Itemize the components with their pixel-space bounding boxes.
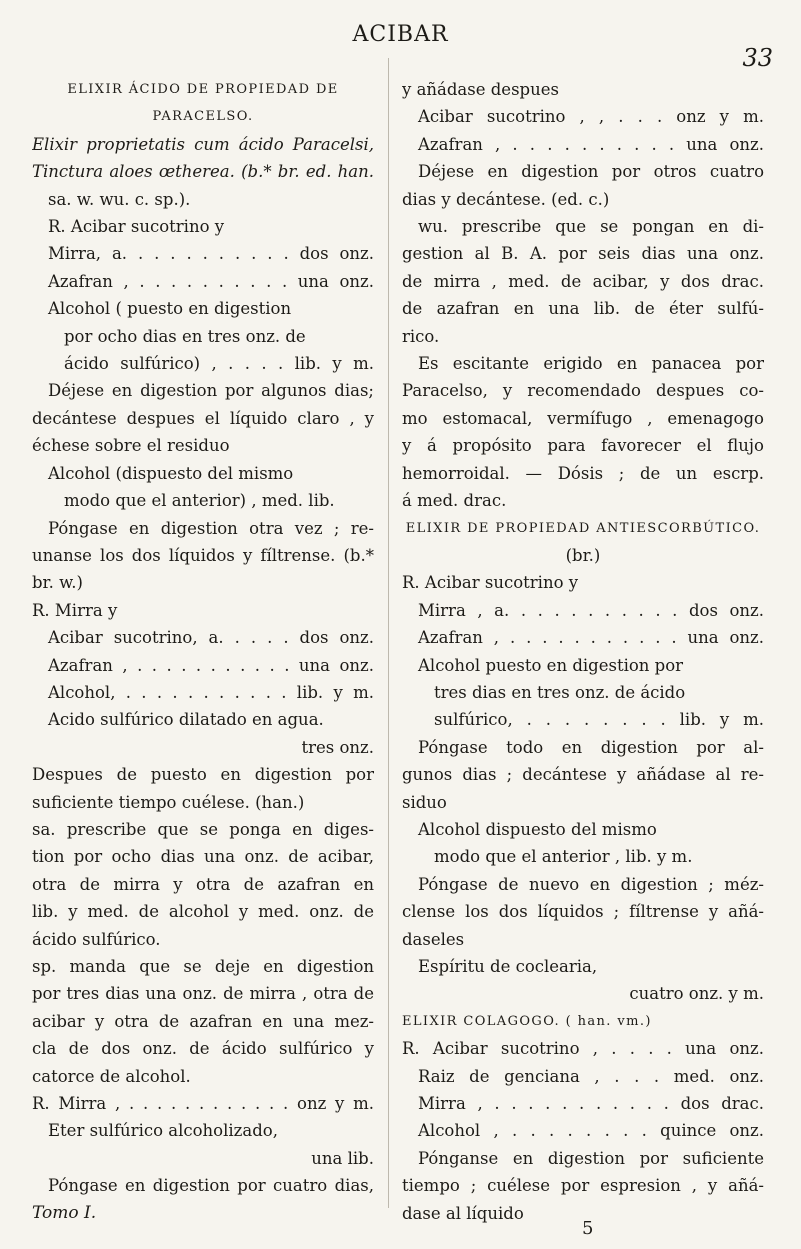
left-column-line: cla de dos onz. de ácido sulfúrico y bbox=[32, 1039, 374, 1059]
left-column-line: ácido sulfúrico) , . . . . lib. y m. bbox=[64, 354, 374, 374]
right-column-line: wu. prescribe que se pongan en di- bbox=[418, 217, 764, 237]
left-column-line: tres onz. bbox=[301, 737, 374, 757]
left-column-line: unanse los dos líquidos y fíltrense. (b.* bbox=[32, 545, 374, 565]
left-column-line: modo que el anterior) , med. lib. bbox=[64, 491, 335, 511]
right-column-line: gunos dias ; decántese y añádase al re- bbox=[402, 765, 764, 785]
left-column-line: échese sobre el residuo bbox=[32, 436, 230, 456]
left-column-line: Tomo I. bbox=[32, 1202, 97, 1223]
right-column-line: Póngase de nuevo en digestion ; méz- bbox=[418, 874, 764, 894]
right-column bbox=[402, 76, 764, 1227]
left-column-line: Tinctura aloes œtherea. (b.* br. ed. han. bbox=[32, 162, 374, 182]
right-column-line: y á propósito para favorecer el flujo bbox=[402, 436, 764, 456]
right-column-line: Azafran , . . . . . . . . . . una onz. bbox=[418, 134, 764, 154]
right-column-line: ELIXIR COLAGOGO. ( han. vm.) bbox=[402, 1013, 652, 1029]
right-column-line: tiempo ; cuélese por espresion , y añá- bbox=[402, 1176, 764, 1196]
left-column-line: Acibar sucotrino, a. . . . . dos onz. bbox=[48, 628, 374, 648]
left-column-line: decántese despues el líquido claro , y bbox=[32, 408, 374, 428]
left-column-line: sa. w. wu. c. sp.). bbox=[48, 189, 191, 209]
right-column-line: sulfúrico, . . . . . . . . lib. y m. bbox=[434, 710, 764, 730]
column-divider bbox=[388, 58, 389, 1208]
right-column-line: Pónganse en digestion por suficiente bbox=[418, 1148, 764, 1168]
right-column-line: Azafran , . . . . . . . . . . . una onz. bbox=[418, 628, 764, 648]
right-column-line: Es escitante erigido en panacea por bbox=[418, 354, 764, 374]
right-column-line: de mirra , med. de acibar, y dos drac. bbox=[402, 271, 764, 291]
right-column-line: Alcohol dispuesto del mismo bbox=[418, 819, 657, 839]
signature-mark: 5 bbox=[582, 1218, 594, 1239]
left-column-line: Alcohol ( puesto en digestion bbox=[48, 299, 292, 319]
left-column-line: sp. manda que se deje en digestion bbox=[32, 957, 374, 976]
left-column-line: ácido sulfúrico. bbox=[32, 929, 161, 949]
left-column-line: Alcohol (dispuesto del mismo bbox=[48, 463, 294, 483]
left-column-line: Póngase en digestion por cuatro dias, bbox=[48, 1176, 374, 1196]
left-column-line: tion por ocho dias una onz. de acibar, bbox=[32, 847, 374, 867]
left-column-line: R. Mirra y bbox=[32, 600, 118, 620]
right-column-line: Alcohol puesto en digestion por bbox=[418, 655, 684, 675]
left-column-line: ELIXIR ÁCIDO DE PROPIEDAD DE bbox=[67, 82, 339, 97]
right-column-line: Espíritu de coclearia, bbox=[418, 957, 598, 976]
left-column-line: R. Mirra , . . . . . . . . . . . . onz y m. bbox=[32, 1094, 374, 1114]
right-column-line: R. Acibar sucotrino y bbox=[402, 573, 579, 593]
left-column-line: catorce de alcohol. bbox=[32, 1066, 191, 1086]
right-column-line: dias y decántese. (ed. c.) bbox=[402, 189, 610, 209]
right-column-line: Paracelso, y recomendado despues co- bbox=[402, 381, 764, 401]
running-head: ACIBAR bbox=[352, 22, 449, 47]
left-column-line: PARACELSO. bbox=[152, 109, 254, 125]
right-column-line: R. Acibar sucotrino , . . . . una onz. bbox=[402, 1039, 764, 1059]
right-column-line: Mirra , a. . . . . . . . . . . dos onz. bbox=[418, 600, 764, 620]
right-column-line: y añádase despues bbox=[402, 80, 559, 99]
right-column-line: rico. bbox=[402, 326, 440, 346]
left-column-line: R. Acibar sucotrino y bbox=[48, 217, 225, 237]
right-column-line: cuatro onz. y m. bbox=[629, 984, 764, 1004]
right-column-line: ELIXIR DE PROPIEDAD ANTIESCORBÚTICO. bbox=[405, 520, 761, 536]
right-column-line: dase al líquido bbox=[402, 1203, 524, 1223]
left-column-line: Azafran , . . . . . . . . . . . una onz. bbox=[48, 655, 374, 675]
right-column-line: mo estomacal, vermífugo , emenagogo bbox=[402, 408, 764, 428]
right-column-line: Acibar sucotrino , , . . . onz y m. bbox=[418, 107, 764, 127]
left-column-line: suficiente tiempo cuélese. (han.) bbox=[32, 792, 305, 812]
left-column-line: una lib. bbox=[311, 1148, 374, 1168]
page-number: 33 bbox=[742, 44, 773, 72]
left-column-line: acibar y otra de azafran en una mez- bbox=[32, 1011, 374, 1031]
right-column-line: Alcohol , . . . . . . . . quince onz. bbox=[418, 1121, 764, 1141]
left-column-line: Azafran , . . . . . . . . . . una onz. bbox=[48, 271, 374, 291]
left-column-line: otra de mirra y otra de azafran en bbox=[32, 874, 374, 894]
left-column bbox=[32, 76, 374, 1227]
right-column-line: á med. drac. bbox=[402, 491, 507, 511]
left-column-line: por tres dias una onz. de mirra , otra de bbox=[32, 984, 374, 1004]
right-column-line: clense los dos líquidos ; fíltrense y añá- bbox=[402, 902, 764, 922]
left-column-line: br. w.) bbox=[32, 573, 83, 593]
right-column-line: de azafran en una lib. de éter sulfú- bbox=[402, 299, 764, 319]
right-column-line: gestion al B. A. por seis dias una onz. bbox=[402, 244, 764, 264]
right-column-line: Póngase todo en digestion por al- bbox=[418, 737, 764, 757]
left-column-line: lib. y med. de alcohol y med. onz. de bbox=[32, 902, 374, 922]
left-column-line: Despues de puesto en digestion por bbox=[32, 765, 374, 785]
right-column-line: (br.) bbox=[565, 545, 601, 565]
right-column-line: siduo bbox=[402, 792, 447, 812]
left-column-line: Elixir proprietatis cum ácido Paracelsi, bbox=[32, 134, 374, 154]
left-column-line: Acido sulfúrico dilatado en agua. bbox=[48, 710, 324, 730]
left-column-line: sa. prescribe que se ponga en diges- bbox=[32, 819, 374, 839]
right-column-line: tres dias en tres onz. de ácido bbox=[434, 682, 686, 702]
right-column-line: Déjese en digestion por otros cuatro bbox=[418, 162, 764, 182]
left-column-line: Déjese en digestion por algunos dias; bbox=[48, 381, 374, 401]
right-column-line: modo que el anterior , lib. y m. bbox=[434, 847, 693, 867]
left-column-line: Póngase en digestion otra vez ; re- bbox=[48, 518, 374, 538]
left-column-line: Mirra, a. . . . . . . . . . . dos onz. bbox=[48, 244, 374, 264]
right-column-line: Mirra , . . . . . . . . . . . dos drac. bbox=[418, 1094, 764, 1114]
left-column-line: Alcohol, . . . . . . . . . . . lib. y m. bbox=[48, 682, 374, 702]
left-column-line: Eter sulfúrico alcoholizado, bbox=[48, 1121, 278, 1141]
left-column-line: por ocho dias en tres onz. de bbox=[64, 326, 306, 346]
right-column-line: daseles bbox=[402, 929, 465, 949]
right-column-line: hemorroidal. — Dósis ; de un escrp. bbox=[402, 463, 764, 483]
right-column-line: Raiz de genciana , . . . med. onz. bbox=[418, 1066, 764, 1086]
